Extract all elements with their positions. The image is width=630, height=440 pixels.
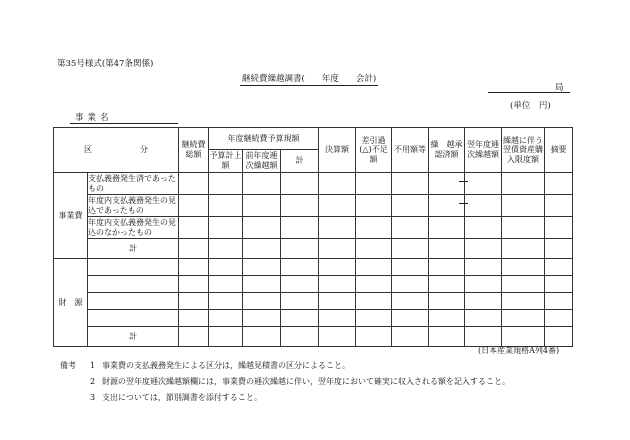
cell[interactable] [356, 259, 392, 276]
cell[interactable] [209, 310, 243, 327]
header-difference: 差引過(△)不足額 [356, 128, 392, 173]
cell[interactable] [243, 195, 281, 217]
cell[interactable] [281, 293, 319, 310]
header-total-amount: 継続費総額 [179, 128, 209, 173]
row-label: 支払義務発生済であったもの [88, 173, 179, 195]
cell[interactable] [209, 239, 243, 259]
cell[interactable] [179, 276, 209, 293]
row-label [88, 259, 179, 276]
cell[interactable] [281, 259, 319, 276]
note-text: 事業費の支払義務発生による区分は，繰越見積書の区分によること。 [102, 361, 350, 370]
cell[interactable] [281, 195, 319, 217]
cell[interactable] [429, 217, 465, 239]
header-budget-group: 年度継続費予算現額 [209, 128, 319, 150]
row-label [88, 310, 179, 327]
cell[interactable] [429, 327, 465, 347]
cell[interactable] [209, 293, 243, 310]
row-label [88, 293, 179, 310]
row-label: 年度内支払義務発生の見込であったもの [88, 195, 179, 217]
header-settlement: 決算額 [319, 128, 356, 173]
row-label [88, 276, 179, 293]
cell[interactable] [429, 259, 465, 276]
cell[interactable] [243, 293, 281, 310]
cell[interactable] [281, 239, 319, 259]
cell[interactable] [545, 310, 573, 327]
bureau-suffix: 局 [555, 83, 564, 93]
cell[interactable] [545, 327, 573, 347]
header-remarks: 摘要 [545, 128, 573, 173]
cell[interactable] [465, 173, 502, 195]
cell[interactable] [429, 310, 465, 327]
cell[interactable] [465, 259, 502, 276]
header-asset-limit: 繰越に伴う翌債資産購入限度額 [502, 128, 545, 173]
cell[interactable] [281, 276, 319, 293]
project-name-label: 事業名 [75, 113, 113, 123]
cell[interactable] [179, 327, 209, 347]
cell[interactable] [429, 239, 465, 259]
cell[interactable] [392, 173, 429, 195]
cell[interactable] [356, 239, 392, 259]
cell[interactable] [243, 217, 281, 239]
cell[interactable] [179, 195, 209, 217]
cell[interactable] [356, 310, 392, 327]
cell[interactable] [465, 327, 502, 347]
cell[interactable] [502, 276, 545, 293]
header-carry-approved: 繰 越承認済額 [429, 128, 465, 173]
document-title: 継続費繰越調書( 年度 会計) [242, 74, 377, 84]
cell[interactable] [179, 310, 209, 327]
cell[interactable] [356, 217, 392, 239]
cell[interactable] [502, 239, 545, 259]
cell[interactable] [429, 276, 465, 293]
cell[interactable] [243, 173, 281, 195]
cell[interactable] [545, 195, 573, 217]
header-budget-carryover: 前年度逓次繰越額 [243, 150, 281, 173]
cell[interactable] [502, 173, 545, 195]
notes-section [60, 358, 510, 406]
cell[interactable] [465, 217, 502, 239]
form-number: 第35号様式(第47条関係) [57, 59, 154, 69]
cell[interactable] [356, 276, 392, 293]
cell[interactable] [392, 195, 429, 217]
row-label: 年度内支払義務発生の見込のなかったもの [88, 217, 179, 239]
cell[interactable] [356, 327, 392, 347]
cell[interactable] [545, 239, 573, 259]
cell[interactable] [545, 293, 573, 310]
cell[interactable] [319, 293, 356, 310]
row-label-subtotal: 計 [88, 239, 179, 259]
dash-mark [459, 181, 468, 182]
cell[interactable] [392, 327, 429, 347]
cell[interactable] [319, 310, 356, 327]
cell[interactable] [281, 310, 319, 327]
cell[interactable] [545, 173, 573, 195]
cell[interactable] [392, 259, 429, 276]
note-text: 支出については，節別調書を添付すること。 [102, 393, 262, 402]
cell[interactable] [209, 327, 243, 347]
cell[interactable] [465, 293, 502, 310]
note-number: 2 [90, 377, 96, 386]
note-item [60, 374, 510, 390]
row-label-subtotal: 計 [88, 327, 179, 347]
cell[interactable] [179, 293, 209, 310]
header-category: 区 分 [54, 128, 179, 173]
cell[interactable] [392, 310, 429, 327]
cell[interactable] [545, 259, 573, 276]
cell[interactable] [281, 327, 319, 347]
cell[interactable] [429, 195, 465, 217]
note-number: 3 [90, 393, 96, 402]
cell[interactable] [356, 293, 392, 310]
cell[interactable] [209, 276, 243, 293]
cell[interactable] [502, 293, 545, 310]
cell[interactable] [209, 217, 243, 239]
cell[interactable] [319, 259, 356, 276]
cell[interactable] [319, 327, 356, 347]
cell[interactable] [392, 217, 429, 239]
cell[interactable] [319, 217, 356, 239]
cell[interactable] [243, 276, 281, 293]
cell[interactable] [179, 217, 209, 239]
note-number: 1 [90, 361, 96, 370]
note-item [60, 390, 510, 406]
cell[interactable] [243, 259, 281, 276]
carryover-table [53, 127, 573, 347]
cell[interactable] [209, 173, 243, 195]
header-budget-total: 計 [281, 150, 319, 173]
cell[interactable] [502, 217, 545, 239]
cell[interactable] [502, 259, 545, 276]
note-text: 財源の翌年度逓次繰越額欄には，事業費の逓次繰越に伴い，翌年度において確実に収入される額を記入すること。 [102, 377, 510, 386]
cell[interactable] [179, 239, 209, 259]
cell[interactable] [209, 195, 243, 217]
note-item [60, 358, 510, 374]
cell[interactable] [465, 195, 502, 217]
carryover-table-wrap [53, 127, 573, 347]
cell[interactable] [356, 195, 392, 217]
cell[interactable] [429, 173, 465, 195]
cell[interactable] [502, 195, 545, 217]
cell[interactable] [545, 276, 573, 293]
cell[interactable] [281, 173, 319, 195]
cell[interactable] [281, 217, 319, 239]
cell[interactable] [243, 239, 281, 259]
cell[interactable] [392, 293, 429, 310]
unit-label: (単位 円) [510, 101, 551, 111]
cell[interactable] [429, 293, 465, 310]
cell[interactable] [392, 276, 429, 293]
notes-label: 備考 [60, 361, 76, 370]
cell[interactable] [545, 217, 573, 239]
cell[interactable] [465, 276, 502, 293]
cell[interactable] [243, 310, 281, 327]
group-label-funding: 財 源 [54, 259, 88, 347]
cell[interactable] [465, 239, 502, 259]
cell[interactable] [465, 310, 502, 327]
cell[interactable] [392, 239, 429, 259]
cell[interactable] [319, 239, 356, 259]
header-budget-plan: 予算計上額 [209, 150, 243, 173]
cell[interactable] [319, 276, 356, 293]
cell[interactable] [179, 259, 209, 276]
jis-standard-note: (日本産業規格A列4番) [478, 346, 560, 355]
cell[interactable] [319, 173, 356, 195]
cell[interactable] [502, 310, 545, 327]
project-name-line [70, 123, 178, 124]
header-unused: 不用額等 [392, 128, 429, 173]
group-label-expenses: 事業費 [54, 173, 88, 259]
cell[interactable] [209, 259, 243, 276]
header-next-year-carry: 翌年度逓次繰越額 [465, 128, 502, 173]
cell[interactable] [502, 327, 545, 347]
cell[interactable] [319, 195, 356, 217]
dash-mark [459, 203, 468, 204]
cell[interactable] [243, 327, 281, 347]
cell[interactable] [356, 173, 392, 195]
cell[interactable] [179, 173, 209, 195]
